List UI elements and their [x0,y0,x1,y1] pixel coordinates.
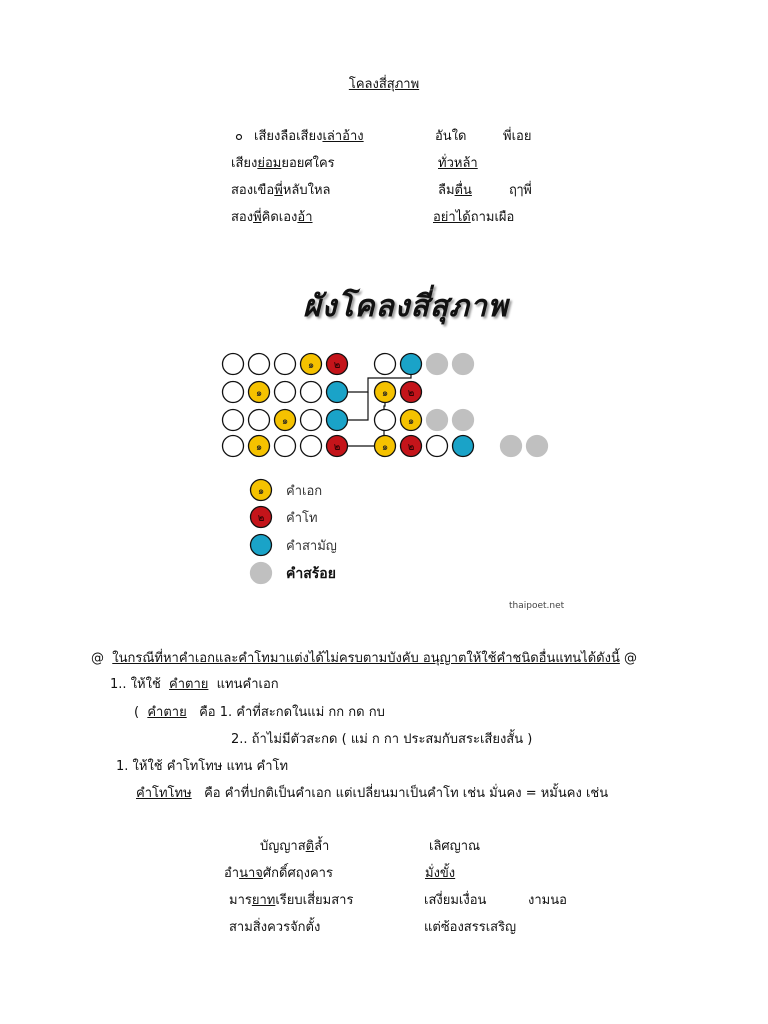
plain-circle [223,354,244,375]
rule-1-detail-b: 2.. ถ้าไม่มีตัวสะกด ( แม่ ก กา ประสมกับสระเสียงสั้น ) [231,732,533,747]
plain-circle [275,354,296,375]
poem-line-3-a: สองเขือพี่หลับใหล [231,183,331,198]
ek-mark: ๑ [381,388,389,399]
plain-circle [223,436,244,457]
plain-circle [375,410,396,431]
rhyme-link-2 [348,392,369,420]
soi-circle [427,410,448,431]
poem-line-4-a: สองพี่คิดเองอ้า [231,210,313,225]
tho-mark: ๒ [333,360,341,371]
soi-circle [453,354,474,375]
tho-mark: ๒ [257,513,265,524]
tho-mark: ๒ [333,442,341,453]
ek-mark: ๑ [281,416,289,427]
ek-mark: ๑ [257,486,265,497]
example-line-1-b: เลิศญาณ [429,839,481,854]
poem-line-3-c: ฤๅพี่ [509,183,532,198]
soi-circle [527,436,548,457]
legend-saman-circle [251,535,272,556]
tho-mark: ๒ [407,388,415,399]
rule-heading: @ ในกรณีที่หาคำเอกและคำโทมาแต่งได้ไม่ครบตามบังคับ อนุญาตให้ใช้คำชนิดอื่นแทนได้ดังนี้ @ [91,651,637,666]
legend-label: คำสามัญ [286,539,337,554]
plain-circle [301,382,322,403]
legend-label: คำเอก [286,484,323,499]
ek-mark: ๑ [307,360,315,371]
soi-circle [427,354,448,375]
ek-mark: ๑ [381,442,389,453]
plain-circle [223,382,244,403]
poem-line-3-b: ลืมตื่น [438,183,472,198]
plain-circle [427,436,448,457]
example-line-3-b: เสงี่ยมเงื่อน [424,893,487,908]
soi-circle [453,410,474,431]
tho-mark: ๒ [407,442,415,453]
poem-line-1-a: เสียงลือเสียงเล่าอ้าง [254,129,364,144]
saman-circle [327,382,348,403]
rule-1-detail-a: ( คำตาย คือ 1. คำที่สะกดในแม่ กก กด กบ [134,705,385,720]
plain-circle [249,410,270,431]
legend-soi-circle [251,563,272,584]
legend-label: คำสร้อย [286,566,336,582]
example-line-2-a: อำนาจศักดิ์ศฤงคาร [224,866,333,881]
ek-mark: ๑ [407,416,415,427]
poem-line-2-b: ทั่วหล้า [438,156,478,171]
credit-text: thaipoet.net [509,601,565,611]
soi-circle [501,436,522,457]
poem-line-2-a: เสียงย่อมยอยศใคร [231,156,335,171]
ek-mark: ๑ [255,388,263,399]
saman-circle [401,354,422,375]
plain-circle [275,382,296,403]
poem-line-1-b: อันใด [435,129,467,144]
example-line-4-b: แต่ซ้องสรรเสริญ [424,920,517,935]
saman-circle [453,436,474,457]
rule-2: 1. ให้ใช้ คำโทโทษ แทน คำโท [116,759,289,774]
example-line-3-a: มารยาทเรียบเสี่ยมสาร [229,893,354,908]
page-title: โคลงสี่สุภาพ [348,77,420,92]
poem-line-1-c: พี่เอย [503,129,532,144]
ek-mark: ๑ [255,442,263,453]
poem-line-4-b: อย่าได้ถามเผือ [433,210,515,225]
example-line-1-a: บัญญาสติล้ำ [260,839,330,854]
diagram-heading: ผังโคลงสี่สุภาพ [303,289,509,324]
poem-bullet: ๐ [235,129,243,144]
plain-circle [301,436,322,457]
example-line-2-b: มั่งขั้ง [425,866,456,881]
example-line-3-c: งามนอ [528,893,567,908]
plain-circle [223,410,244,431]
plain-circle [301,410,322,431]
rule-1: 1.. ให้ใช้ คำตาย แทนคำเอก [110,677,279,692]
saman-circle [327,410,348,431]
legend-label: คำโท [286,511,318,526]
plain-circle [375,354,396,375]
plain-circle [275,436,296,457]
plain-circle [249,354,270,375]
rule-2-detail: คำโทโทษ คือ คำที่ปกติเป็นคำเอก แต่เปลี่ยนมาเป็นคำโท เช่น มั่นคง = หมั้นคง เช่น [136,786,609,801]
example-line-4-a: สามสิ่งควรจักตั้ง [229,920,321,935]
legend [251,480,337,584]
